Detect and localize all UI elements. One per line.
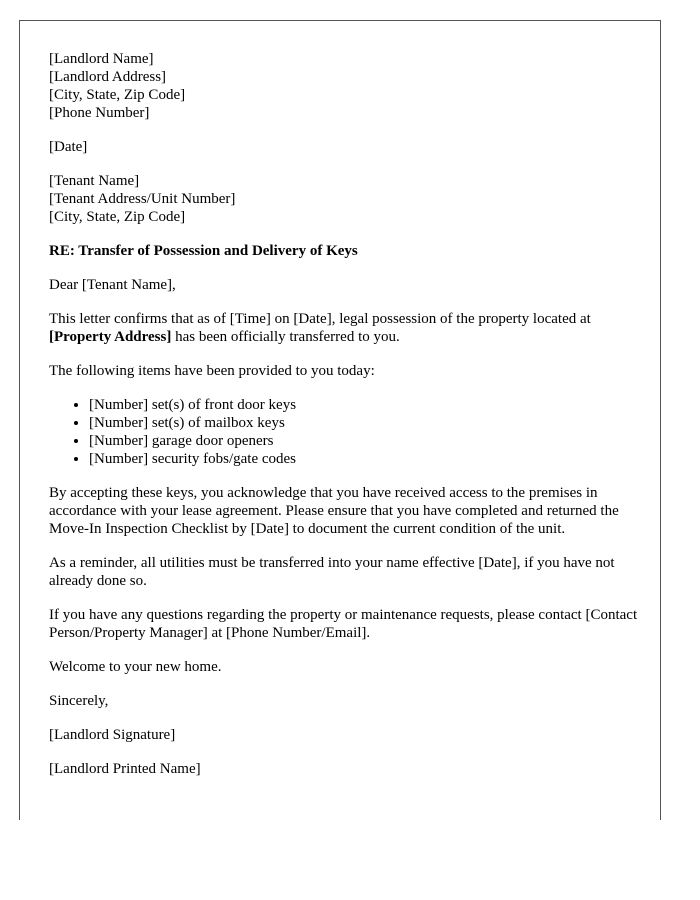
letter-content [49,50,639,794]
possession-text-start: This letter confirms that as of [Time] on [Date], legal possession of the property located at [49,311,591,327]
recipient-address: [Tenant Address/Unit Number] [49,191,236,207]
letter-page [19,20,661,820]
possession-paragraph [49,310,639,346]
items-intro: The following items have been provided to you today: [49,363,375,379]
recipient-block [49,172,639,226]
sender-phone: [Phone Number] [49,105,150,121]
signature-line: [Landlord Signature] [49,727,176,743]
acknowledgement-paragraph: By accepting these keys, you acknowledge that you have received access to the premises in accordance with your lease agreement. Please ensure that you have completed and returned the Move-In Inspection Checklist by [Date] to document the current condition of the unit. [49,485,619,537]
recipient-city-state-zip: [City, State, Zip Code] [49,209,186,225]
salutation: Dear [Tenant Name], [49,277,176,293]
subject-line: RE: Transfer of Possession and Delivery of Keys [49,243,358,259]
recipient-name: [Tenant Name] [49,173,140,189]
closing-line: Sincerely, [49,693,109,709]
welcome-line: Welcome to your new home. [49,659,222,675]
utilities-paragraph: As a reminder, all utilities must be transferred into your name effective [Date], if you have not already done so. [49,555,615,589]
list-item: • [Number] security fobs/gate codes [89,450,639,468]
sender-name: [Landlord Name] [49,51,154,67]
list-item: • [Number] garage door openers [89,432,639,450]
list-item: • [Number] set(s) of front door keys [89,396,639,414]
list-item: • [Number] set(s) of mailbox keys [89,414,639,432]
items-list [49,396,639,468]
property-address: [Property Address] [49,329,172,345]
sender-city-state-zip: [City, State, Zip Code] [49,87,186,103]
possession-text-end: has been officially transferred to you. [171,329,400,345]
letter-date: [Date] [49,139,88,155]
printed-name-line: [Landlord Printed Name] [49,761,201,777]
sender-block [49,50,639,122]
sender-address: [Landlord Address] [49,69,167,85]
contact-paragraph: If you have any questions regarding the property or maintenance requests, please contact [Contact Person/Property Manager] at [Phone Number/Email]. [49,607,638,641]
